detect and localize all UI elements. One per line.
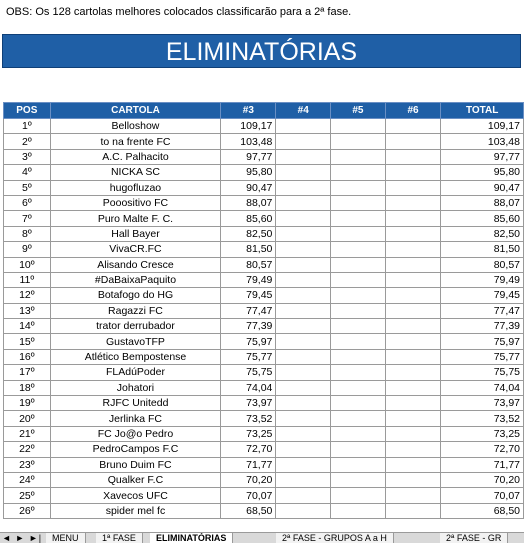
cell-round-3[interactable]: 74,04 [221, 380, 276, 395]
cell-round-5[interactable] [331, 288, 386, 303]
cell-total[interactable]: 70,20 [441, 472, 524, 487]
cell-total[interactable]: 73,52 [441, 411, 524, 426]
cell-round-4[interactable] [276, 472, 331, 487]
cell-round-6[interactable] [385, 226, 441, 241]
table-row [4, 349, 524, 364]
cell-cartola[interactable]: to na frente FC [50, 134, 221, 149]
cell-round-4[interactable] [276, 180, 331, 195]
table-row [4, 503, 524, 518]
sheet-tab-2a-fase-gr[interactable]: 2ª FASE - GR [440, 533, 508, 543]
cell-total[interactable]: 81,50 [441, 242, 524, 257]
cell-round-5[interactable] [331, 349, 386, 364]
cell-pos[interactable]: 10º [4, 257, 51, 272]
cell-total[interactable]: 95,80 [441, 165, 524, 180]
cell-round-6[interactable] [385, 396, 441, 411]
header-pos: POS [4, 103, 51, 119]
cell-round-4[interactable] [276, 334, 331, 349]
cell-cartola[interactable]: Pooositivo FC [50, 195, 221, 210]
cell-cartola[interactable]: Ragazzi FC [50, 303, 221, 318]
table-row [4, 303, 524, 318]
cell-pos[interactable]: 24º [4, 472, 51, 487]
cell-pos[interactable]: 25º [4, 488, 51, 503]
cell-pos[interactable]: 22º [4, 442, 51, 457]
cell-total[interactable]: 75,77 [441, 349, 524, 364]
cell-round-3[interactable]: 103,48 [221, 134, 276, 149]
cell-round-5[interactable] [331, 442, 386, 457]
cell-round-6[interactable] [385, 365, 441, 380]
cell-round-6[interactable] [385, 195, 441, 210]
cell-cartola[interactable]: Puro Malte F. C. [50, 211, 221, 226]
cell-round-5[interactable] [331, 303, 386, 318]
table-row [4, 180, 524, 195]
cell-round-5[interactable] [331, 272, 386, 287]
cell-total[interactable]: 103,48 [441, 134, 524, 149]
cell-cartola[interactable]: RJFC Unitedd [50, 396, 221, 411]
table-row [4, 165, 524, 180]
cell-pos[interactable]: 6º [4, 195, 51, 210]
cell-pos[interactable]: 23º [4, 457, 51, 472]
cell-cartola[interactable]: A.C. Palhacito [50, 149, 221, 164]
cell-cartola[interactable]: Alisando Cresce [50, 257, 221, 272]
cell-round-5[interactable] [331, 180, 386, 195]
cell-total[interactable]: 79,45 [441, 288, 524, 303]
cell-round-4[interactable] [276, 503, 331, 518]
cell-round-3[interactable]: 70,20 [221, 472, 276, 487]
cell-cartola[interactable]: NICKA SC [50, 165, 221, 180]
cell-round-6[interactable] [385, 334, 441, 349]
cell-total[interactable]: 90,47 [441, 180, 524, 195]
cell-round-6[interactable] [385, 349, 441, 364]
cell-round-6[interactable] [385, 119, 441, 134]
cell-pos[interactable]: 14º [4, 319, 51, 334]
cell-total[interactable]: 75,97 [441, 334, 524, 349]
cell-round-6[interactable] [385, 319, 441, 334]
table-row [4, 257, 524, 272]
cell-round-3[interactable]: 88,07 [221, 195, 276, 210]
cell-total[interactable]: 71,77 [441, 457, 524, 472]
cell-total[interactable]: 80,57 [441, 257, 524, 272]
table-row [4, 272, 524, 287]
cell-pos[interactable]: 16º [4, 349, 51, 364]
cell-round-6[interactable] [385, 472, 441, 487]
cell-round-4[interactable] [276, 288, 331, 303]
table-header-row [4, 103, 524, 119]
cell-round-6[interactable] [385, 272, 441, 287]
cell-round-4[interactable] [276, 396, 331, 411]
sheet-tab-bar [0, 532, 524, 543]
cell-round-3[interactable]: 77,39 [221, 319, 276, 334]
cell-pos[interactable]: 4º [4, 165, 51, 180]
table-row [4, 380, 524, 395]
cell-pos[interactable]: 19º [4, 396, 51, 411]
cell-round-6[interactable] [385, 303, 441, 318]
cell-round-6[interactable] [385, 165, 441, 180]
cell-cartola[interactable]: VivaCR.FC [50, 242, 221, 257]
cell-total[interactable]: 79,49 [441, 272, 524, 287]
header-round-3: #3 [221, 103, 276, 119]
sheet-tab-eliminatorias[interactable]: ELIMINATÓRIAS [150, 533, 233, 543]
cell-round-4[interactable] [276, 457, 331, 472]
cell-round-3[interactable]: 73,25 [221, 426, 276, 441]
cell-round-4[interactable] [276, 411, 331, 426]
table-row [4, 134, 524, 149]
cell-round-3[interactable]: 73,97 [221, 396, 276, 411]
cell-round-6[interactable] [385, 488, 441, 503]
cell-total[interactable]: 73,97 [441, 396, 524, 411]
cell-round-5[interactable] [331, 457, 386, 472]
eliminatorias-banner: ELIMINATÓRIAS [2, 34, 521, 68]
cell-total[interactable]: 85,60 [441, 211, 524, 226]
cell-total[interactable]: 88,07 [441, 195, 524, 210]
cell-total[interactable]: 73,25 [441, 426, 524, 441]
cell-round-6[interactable] [385, 180, 441, 195]
cell-round-3[interactable]: 85,60 [221, 211, 276, 226]
cell-cartola[interactable]: trator derrubador [50, 319, 221, 334]
cell-total[interactable]: 72,70 [441, 442, 524, 457]
observation-note: OBS: Os 128 cartolas melhores colocados classificarão para a 2ª fase. [6, 6, 352, 18]
cell-total[interactable]: 77,39 [441, 319, 524, 334]
cell-round-3[interactable]: 79,49 [221, 272, 276, 287]
cell-round-5[interactable] [331, 503, 386, 518]
table-row [4, 211, 524, 226]
cell-round-5[interactable] [331, 149, 386, 164]
cell-round-3[interactable]: 77,47 [221, 303, 276, 318]
cell-round-5[interactable] [331, 195, 386, 210]
cell-round-6[interactable] [385, 442, 441, 457]
cell-round-3[interactable]: 72,70 [221, 442, 276, 457]
cell-round-3[interactable]: 82,50 [221, 226, 276, 241]
cell-round-4[interactable] [276, 272, 331, 287]
table-row [4, 149, 524, 164]
table-body [4, 119, 524, 519]
cell-pos[interactable]: 15º [4, 334, 51, 349]
cell-round-5[interactable] [331, 411, 386, 426]
table-row [4, 426, 524, 441]
cell-pos[interactable]: 21º [4, 426, 51, 441]
cell-round-3[interactable]: 97,77 [221, 149, 276, 164]
cell-pos[interactable]: 18º [4, 380, 51, 395]
cell-round-3[interactable]: 90,47 [221, 180, 276, 195]
cell-round-5[interactable] [331, 119, 386, 134]
cell-pos[interactable]: 11º [4, 272, 51, 287]
cell-pos[interactable]: 8º [4, 226, 51, 241]
cell-cartola[interactable]: Johatori [50, 380, 221, 395]
cell-round-6[interactable] [385, 288, 441, 303]
cell-cartola[interactable]: Belloshow [50, 119, 221, 134]
cell-round-5[interactable] [331, 257, 386, 272]
cell-round-4[interactable] [276, 195, 331, 210]
cell-total[interactable]: 77,47 [441, 303, 524, 318]
cell-round-4[interactable] [276, 242, 331, 257]
header-round-5: #5 [331, 103, 386, 119]
cell-pos[interactable]: 20º [4, 411, 51, 426]
cell-round-5[interactable] [331, 319, 386, 334]
cell-cartola[interactable]: PedroCampos F.C [50, 442, 221, 457]
cell-round-4[interactable] [276, 257, 331, 272]
cell-pos[interactable]: 17º [4, 365, 51, 380]
table-row [4, 457, 524, 472]
table-row [4, 226, 524, 241]
cell-round-6[interactable] [385, 457, 441, 472]
cell-round-4[interactable] [276, 365, 331, 380]
cell-round-3[interactable]: 71,77 [221, 457, 276, 472]
cell-round-5[interactable] [331, 426, 386, 441]
cell-round-4[interactable] [276, 119, 331, 134]
cell-round-4[interactable] [276, 349, 331, 364]
table-row [4, 334, 524, 349]
cell-pos[interactable]: 9º [4, 242, 51, 257]
table-row [4, 472, 524, 487]
cell-pos[interactable]: 3º [4, 149, 51, 164]
cell-cartola[interactable]: #DaBaixaPaquito [50, 272, 221, 287]
sheet-tab-1a-fase[interactable]: 1ª FASE [96, 533, 143, 543]
cell-round-6[interactable] [385, 411, 441, 426]
cell-round-4[interactable] [276, 211, 331, 226]
cell-cartola[interactable]: spider mel fc [50, 503, 221, 518]
cell-total[interactable]: 75,75 [441, 365, 524, 380]
cell-cartola[interactable]: Qualker F.C [50, 472, 221, 487]
cell-total[interactable]: 68,50 [441, 503, 524, 518]
cell-cartola[interactable]: hugofluzao [50, 180, 221, 195]
cell-round-4[interactable] [276, 319, 331, 334]
cell-pos[interactable]: 2º [4, 134, 51, 149]
cell-round-3[interactable]: 81,50 [221, 242, 276, 257]
cell-cartola[interactable]: Botafogo do HG [50, 288, 221, 303]
cell-round-3[interactable]: 75,75 [221, 365, 276, 380]
cell-round-5[interactable] [331, 165, 386, 180]
cell-round-5[interactable] [331, 226, 386, 241]
cell-round-5[interactable] [331, 396, 386, 411]
cell-round-5[interactable] [331, 134, 386, 149]
cell-pos[interactable]: 1º [4, 119, 51, 134]
cell-round-4[interactable] [276, 149, 331, 164]
header-cartola: CARTOLA [50, 103, 221, 119]
cell-round-3[interactable]: 70,07 [221, 488, 276, 503]
header-round-6: #6 [385, 103, 441, 119]
header-total: TOTAL [441, 103, 524, 119]
cell-round-3[interactable]: 79,45 [221, 288, 276, 303]
sheet-nav-arrows[interactable]: ◄ ► ►| [2, 533, 43, 543]
cell-round-5[interactable] [331, 334, 386, 349]
cell-round-4[interactable] [276, 488, 331, 503]
table-row [4, 488, 524, 503]
sheet-tab-menu[interactable]: MENU [46, 533, 86, 543]
cell-round-3[interactable]: 80,57 [221, 257, 276, 272]
cell-cartola[interactable]: GustavoTFP [50, 334, 221, 349]
cell-round-5[interactable] [331, 488, 386, 503]
cell-round-5[interactable] [331, 242, 386, 257]
table-row [4, 396, 524, 411]
cell-cartola[interactable]: Bruno Duim FC [50, 457, 221, 472]
cell-round-5[interactable] [331, 472, 386, 487]
cell-round-3[interactable]: 109,17 [221, 119, 276, 134]
cell-cartola[interactable]: Hall Bayer [50, 226, 221, 241]
cell-cartola[interactable]: Jerlinka FC [50, 411, 221, 426]
cell-round-5[interactable] [331, 380, 386, 395]
table-row [4, 242, 524, 257]
table-row [4, 411, 524, 426]
cell-round-6[interactable] [385, 380, 441, 395]
cell-round-3[interactable]: 73,52 [221, 411, 276, 426]
table-row [4, 365, 524, 380]
cell-round-3[interactable]: 95,80 [221, 165, 276, 180]
cell-cartola[interactable]: FC Jo@o Pedro [50, 426, 221, 441]
table-row [4, 442, 524, 457]
cell-round-6[interactable] [385, 211, 441, 226]
cell-round-4[interactable] [276, 226, 331, 241]
cell-round-4[interactable] [276, 303, 331, 318]
cell-round-4[interactable] [276, 134, 331, 149]
ranking-table [3, 102, 524, 519]
header-round-4: #4 [276, 103, 331, 119]
table-row [4, 119, 524, 134]
cell-pos[interactable]: 7º [4, 211, 51, 226]
cell-total[interactable]: 109,17 [441, 119, 524, 134]
cell-pos[interactable]: 26º [4, 503, 51, 518]
cell-cartola[interactable]: Xavecos UFC [50, 488, 221, 503]
cell-pos[interactable]: 12º [4, 288, 51, 303]
sheet-tab-2a-fase-grupos-a-h[interactable]: 2ª FASE - GRUPOS A a H [276, 533, 394, 543]
cell-round-3[interactable]: 75,97 [221, 334, 276, 349]
cell-round-5[interactable] [331, 365, 386, 380]
cell-pos[interactable]: 13º [4, 303, 51, 318]
cell-total[interactable]: 70,07 [441, 488, 524, 503]
cell-total[interactable]: 97,77 [441, 149, 524, 164]
cell-round-3[interactable]: 75,77 [221, 349, 276, 364]
cell-pos[interactable]: 5º [4, 180, 51, 195]
table-row [4, 195, 524, 210]
cell-round-6[interactable] [385, 503, 441, 518]
table-row [4, 319, 524, 334]
cell-total[interactable]: 74,04 [441, 380, 524, 395]
cell-total[interactable]: 82,50 [441, 226, 524, 241]
cell-cartola[interactable]: Atlético Bempostense [50, 349, 221, 364]
cell-round-6[interactable] [385, 426, 441, 441]
cell-round-6[interactable] [385, 149, 441, 164]
cell-round-6[interactable] [385, 242, 441, 257]
cell-round-6[interactable] [385, 134, 441, 149]
cell-round-4[interactable] [276, 165, 331, 180]
cell-round-4[interactable] [276, 380, 331, 395]
cell-round-6[interactable] [385, 257, 441, 272]
cell-round-4[interactable] [276, 442, 331, 457]
cell-round-4[interactable] [276, 426, 331, 441]
cell-cartola[interactable]: FLAdúPoder [50, 365, 221, 380]
cell-round-5[interactable] [331, 211, 386, 226]
cell-round-3[interactable]: 68,50 [221, 503, 276, 518]
table-row [4, 288, 524, 303]
